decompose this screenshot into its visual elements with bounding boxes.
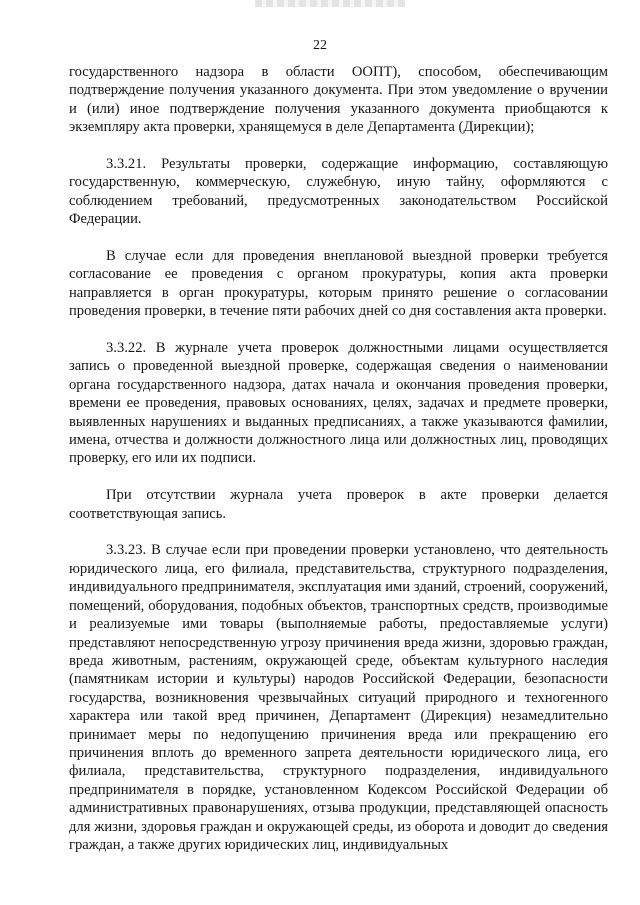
paragraph-3-3-21: 3.3.21. Результаты проверки, содержащие информацию, составляющую государственную, коммерческую, служебную, иную тайну, оформляются с соблюдением требований, предусмотренных законодательством Российской Федерации. <box>69 156 608 228</box>
paragraph-3-3-22: 3.3.22. В журнале учета проверок должностными лицами осуществляется запись о проведенной выездной проверке, содержащая сведения о наименовании органа государственного надзора, датах начала и окончания проведения проверки, времени ее проведения, правовых основаниях, целях, задачах и предмете проверки, выявленных нарушениях и выданных предписаниях, а также указываются фамилии, имена, отчества и должности должностного лица или должностных лиц, проводящих проверку, его или их подписи. <box>69 340 608 467</box>
document-body <box>69 63 608 854</box>
paragraph-prosecutor-approval: В случае если для проведения внеплановой выездной проверки требуется согласование ее проведения с органом прокуратуры, копия акта проверки направляется в орган прокуратуры, которым принято решение о согласовании проведения проверки, в течение пяти рабочих дней со дня составления акта проверки. <box>69 248 608 320</box>
paragraph-no-journal: При отсутствии журнала учета проверок в акте проверки делается соответствующая запись. <box>69 487 608 522</box>
paragraph-3-3-23: 3.3.23. В случае если при проведении проверки установлено, что деятельность юридического лица, его филиала, представительства, структурного подразделения, индивидуального предпринимателя, эксплуатация ими зданий, строений, сооружений, помещений, оборудования, подобных объектов, транспортных средств, производимые и реализуемые ими товары (выполняемые работы, предоставляемые услуги) представляют непосредственную угрозу причинения вреда жизни, здоровью граждан, вреда животным, растениям, окружающей среде, объектам культурного наследия (памятникам истории и культуры) народов Российской Федерации, безопасности государства, возникновения чрезвычайных ситуаций природного и техногенного характера или такой вред причинен, Департамент (Дирекция) незамедлительно принимает меры по недопущению причинения вреда или прекращению его причинения вплоть до временного запрета деятельности юридического лица, его филиала, представительства, структурного подразделения, индивидуального предпринимателя в порядке, установленном Кодексом Российской Федерации об административных правонарушениях, отзыва продукции, представляющей опасность для жизни, здоровья граждан и окружающей среды, из оборота и доводит до сведения граждан, а также других юридических лиц, индивидуальных <box>69 542 608 853</box>
page-number: 22 <box>313 38 327 53</box>
scan-header-artifact <box>255 0 405 7</box>
paragraph-continuation: государственного надзора в области ООПТ), способом, обеспечивающим подтверждение получения указанного документа. При этом уведомление о вручении и (или) иное подтверждение получения указанного документа приобщаются к экземпляру акта проверки, хранящемуся в деле Департамента (Дирекции); <box>69 64 608 136</box>
